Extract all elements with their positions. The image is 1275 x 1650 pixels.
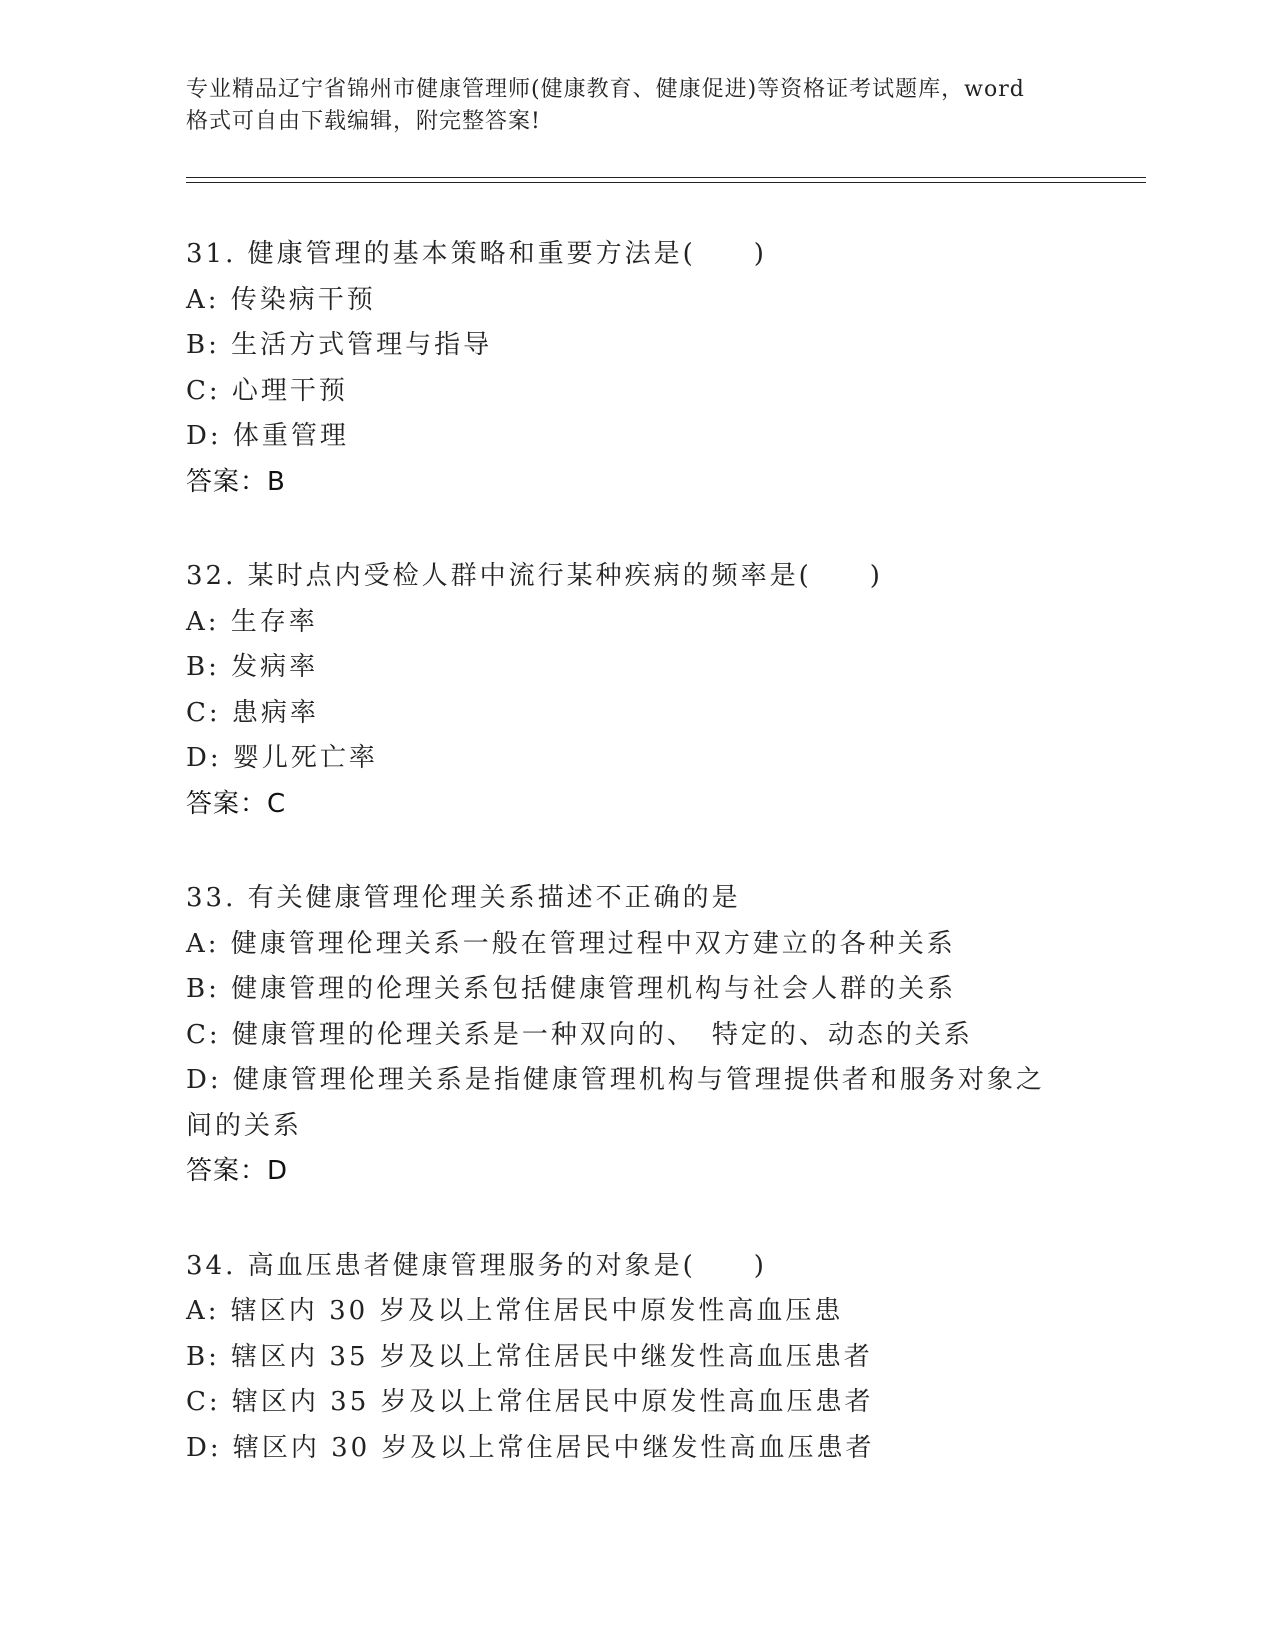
option-c: C: 健康管理的伦理关系是一种双向的、 特定的、动态的关系 [186, 1019, 973, 1050]
option-c: C: 心理干预 [186, 375, 348, 406]
question-stem: 32. 某时点内受检人群中流行某种疾病的频率是( ) [186, 561, 883, 591]
question-stem: 34. 高血压患者健康管理服务的对象是( ) [186, 1250, 767, 1281]
option-b: B: 健康管理的伦理关系包括健康管理机构与社会人群的关系 [186, 974, 957, 1004]
option-d: D: 体重管理 [186, 421, 349, 451]
question-34 [186, 1244, 1086, 1472]
option-a: A: 健康管理伦理关系一般在管理过程中双方建立的各种关系 [186, 928, 956, 959]
header-line-1: 专业精品辽宁省锦州市健康管理师(健康教育、健康促进)等资格证考试题库，word [186, 77, 1025, 102]
option-d: D: 辖区内 30 岁及以上常住居民中继发性高血压患者 [186, 1432, 875, 1463]
answer-line: 答案：B [186, 466, 286, 497]
question-list [186, 232, 1086, 1520]
option-a: A: 传染病干预 [186, 284, 376, 315]
option-b: B: 发病率 [186, 652, 319, 682]
header-line-2: 格式可自由下载编辑，附完整答案! [186, 109, 541, 134]
option-b: B: 生活方式管理与指导 [186, 330, 493, 360]
option-b: B: 辖区内 35 岁及以上常住居民中继发性高血压患者 [186, 1341, 873, 1372]
option-a: A: 生存率 [186, 606, 318, 637]
option-a: A: 辖区内 30 岁及以上常住居民中原发性高血压患 [186, 1296, 844, 1326]
answer-line: 答案：C [186, 788, 287, 819]
option-d: D: 健康管理伦理关系是指健康管理机构与管理提供者和服务对象之间的关系 [186, 1065, 1045, 1141]
question-32 [186, 554, 1086, 827]
question-stem: 33. 有关健康管理伦理关系描述不正确的是 [186, 883, 741, 913]
header-divider-bottom [186, 182, 1146, 183]
question-33 [186, 876, 1086, 1195]
option-c: C: 辖区内 35 岁及以上常住居民中原发性高血压患者 [186, 1387, 874, 1417]
answer-line: 答案：D [186, 1156, 289, 1186]
header-divider-top [186, 177, 1146, 178]
option-c: C: 患病率 [186, 697, 319, 728]
option-d: D: 婴儿死亡率 [186, 743, 378, 773]
question-31 [186, 232, 1086, 505]
question-stem: 31. 健康管理的基本策略和重要方法是( ) [186, 239, 767, 269]
document-header [186, 74, 1086, 138]
